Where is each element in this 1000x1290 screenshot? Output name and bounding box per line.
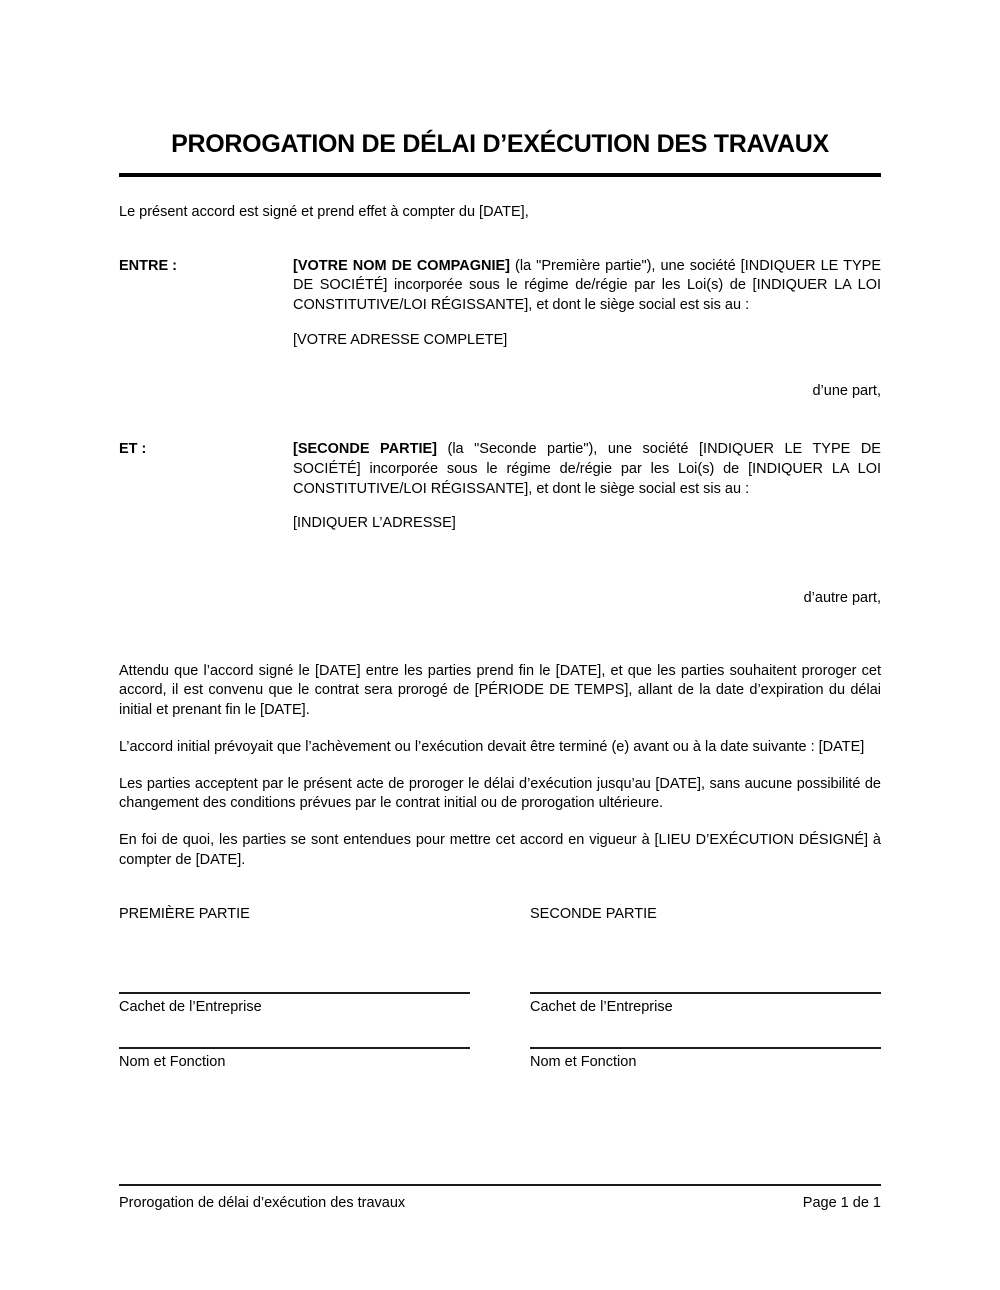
second-party-closing: d’autre part,	[803, 590, 881, 607]
clause-execution: En foi de quoi, les parties se sont entendues pour mettre cet accord en vigueur à [LIEU D’EXÉCUTION DÉSIGNÉ] à compter de [DATE].	[119, 831, 881, 868]
document-title: PROROGATION DE DÉLAI D’EXÉCUTION DES TRAVAUX	[171, 130, 829, 158]
clause-prorogation: Attendu que l’accord signé le [DATE] entre les parties prend fin le [DATE], et que les parties souhaitent proroger cet accord, il est convenu que le contrat sera prorogé de [PÉRIODE DE TEMPS], allant de la date d’expiration du délai initial et prenant fin le [DATE].	[119, 662, 881, 719]
footer-document-title: Prorogation de délai d’exécution des travaux	[119, 1195, 406, 1211]
title-rule	[119, 173, 881, 177]
footer-row	[119, 1194, 881, 1214]
second-party-name-placeholder: [SECONDE PARTIE]	[293, 441, 437, 458]
second-party-description	[293, 440, 881, 499]
second-party-signature-heading: SECONDE PARTIE	[530, 906, 657, 923]
first-party-closing: d’une part,	[812, 382, 881, 399]
second-party-label: ET :	[119, 441, 147, 458]
first-party-name-placeholder: [VOTRE NOM DE COMPAGNIE]	[293, 257, 511, 274]
first-party-stamp-label: Cachet de l’Entreprise	[119, 999, 262, 1016]
first-party-address-placeholder: [VOTRE ADRESSE COMPLETE]	[293, 331, 508, 348]
first-party-label: ENTRE :	[119, 257, 177, 274]
second-party-address-placeholder: [INDIQUER L’ADRESSE]	[293, 515, 456, 532]
first-party-description-text: (la "Première partie"), une société [INDIQUER LE TYPE DE SOCIÉTÉ] incorporée sous le régime de/régie par les Loi(s) de [INDIQUER LA LOI CONSTITUTIVE/LOI RÉGISSANTE], et dont le siège social est sis au :	[293, 257, 881, 314]
signature-section	[119, 905, 881, 1072]
first-party-section	[119, 257, 881, 351]
clause-acceptance: Les parties acceptent par le présent acte de proroger le délai d’exécution jusqu’au [DATE], sans aucune possibilité de changement des conditions prévues par le contrat initial ou de prorogation ultérieure.	[119, 775, 881, 812]
first-party-name-label: Nom et Fonction	[119, 1053, 226, 1070]
second-party-stamp-label: Cachet de l’Entreprise	[530, 999, 673, 1016]
clause-initial-deadline: L’accord initial prévoyait que l’achèvement ou l’exécution devait être terminé (e) avant ou à la date suivante : [DATE]	[119, 738, 865, 755]
intro-paragraph: Le présent accord est signé et prend effet à compter du [DATE],	[119, 204, 529, 220]
first-party-content	[293, 257, 881, 351]
second-party-description-text: (la "Seconde partie"), une société [INDIQUER LE TYPE DE SOCIÉTÉ] incorporée sous le régime de/régie par les Loi(s) de [INDIQUER LA LOI CONSTITUTIVE/LOI RÉGISSANTE], et dont le siège social est sis au :	[293, 441, 881, 497]
first-party-signature-heading: PREMIÈRE PARTIE	[119, 906, 250, 923]
second-party-name-label: Nom et Fonction	[530, 1053, 637, 1070]
second-party-signature-block	[530, 905, 881, 1072]
first-party-name-line	[119, 1047, 470, 1049]
first-party-signature-block	[119, 905, 470, 1072]
footer-rule	[119, 1184, 881, 1186]
second-party-name-line	[530, 1047, 881, 1049]
first-party-stamp-line	[119, 992, 470, 994]
first-party-description	[293, 257, 881, 316]
footer-page-indicator: Page 1 de 1	[802, 1195, 881, 1211]
page-footer	[119, 1184, 881, 1214]
second-party-stamp-line	[530, 992, 881, 994]
second-party-section	[119, 440, 881, 534]
second-party-content	[293, 440, 881, 534]
